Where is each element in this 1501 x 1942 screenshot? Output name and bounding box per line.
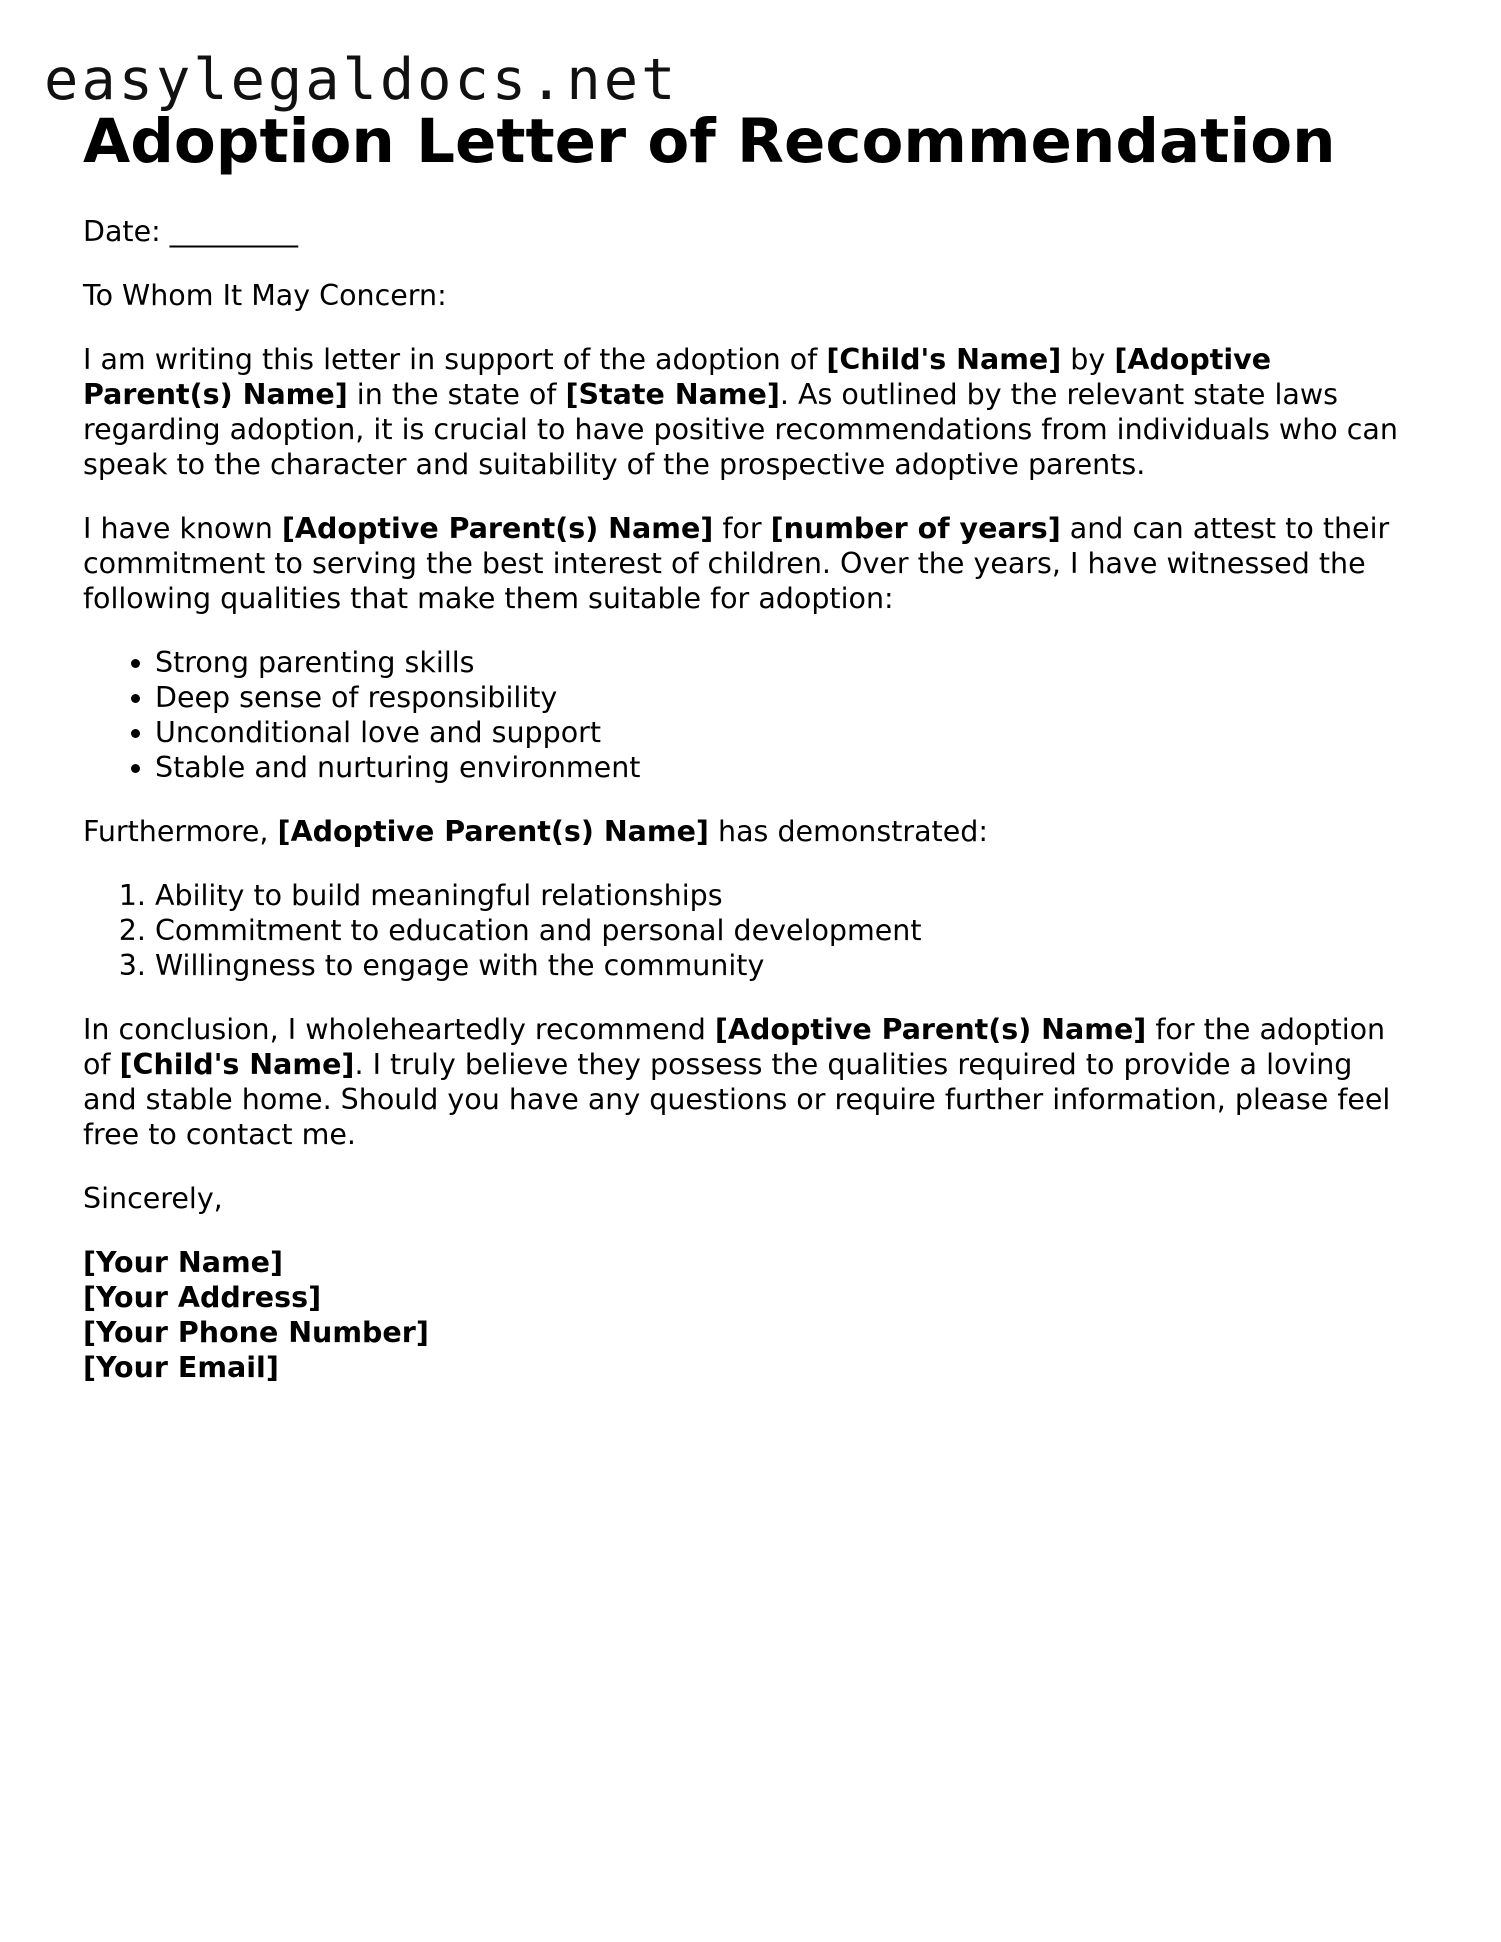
intro-text-2: by <box>1061 343 1115 376</box>
page-title: Adoption Letter of Recommendation <box>83 106 1336 177</box>
relationship-paragraph <box>83 511 1413 616</box>
intro-text-1: I am writing this letter in support of the adoption of <box>83 343 827 376</box>
letter-document <box>83 106 1413 1385</box>
your-email-placeholder: [Your Email] <box>83 1351 279 1384</box>
relationship-text-2: for <box>713 512 771 545</box>
intro-paragraph <box>83 342 1413 482</box>
signature-block <box>83 1245 1413 1385</box>
child-name-placeholder: [Child's Name] <box>826 343 1062 376</box>
list-item: • Stable and nurturing environment <box>155 750 1413 785</box>
conclusion-text-2: for the adoption of <box>83 1013 1386 1081</box>
state-name-placeholder: [State Name] <box>565 378 780 411</box>
your-phone-placeholder: [Your Phone Number] <box>83 1316 429 1349</box>
intro-text-4: . As outlined by the relevant state laws regarding adoption, it is crucial to have positive recommendations from individuals who can speak to the character and suitability of the prospective adoptive parents. <box>83 378 1398 481</box>
your-address-placeholder: [Your Address] <box>83 1281 322 1314</box>
conclusion-text-1: In conclusion, I wholeheartedly recommend <box>83 1013 715 1046</box>
parent-name-placeholder: [Adoptive Parent(s) Name] <box>83 343 1272 411</box>
years-placeholder: [number of years] <box>770 512 1061 545</box>
list-item: • Unconditional love and support <box>155 715 1413 750</box>
list-item: 3. Willingness to engage with the community <box>155 948 1413 983</box>
qualities-list <box>83 645 1413 785</box>
child-name-placeholder: [Child's Name] <box>119 1048 355 1081</box>
salutation: To Whom It May Concern: <box>83 279 447 312</box>
conclusion-paragraph <box>83 1012 1413 1152</box>
furthermore-text-2: has demonstrated: <box>708 815 988 848</box>
intro-text-3: in the state of <box>347 378 566 411</box>
site-watermark: easylegaldocs.net <box>44 47 679 113</box>
list-item: • Deep sense of responsibility <box>155 680 1413 715</box>
date-line: Date: _________ <box>83 215 299 248</box>
list-item: 2. Commitment to education and personal development <box>155 913 1413 948</box>
closing: Sincerely, <box>83 1182 223 1215</box>
relationship-text-3: and can attest to their commitment to serving the best interest of children. Over the years, I have witnessed the following qualities that make them suitable for adoption: <box>83 512 1390 615</box>
list-item: 1. Ability to build meaningful relationships <box>155 878 1413 913</box>
furthermore-text-1: Furthermore, <box>83 815 278 848</box>
your-name-placeholder: [Your Name] <box>83 1246 284 1279</box>
relationship-text-1: I have known <box>83 512 282 545</box>
demonstrated-list <box>83 878 1413 983</box>
parent-name-placeholder: [Adoptive Parent(s) Name] <box>277 815 709 848</box>
furthermore-paragraph <box>83 814 1413 849</box>
parent-name-placeholder: [Adoptive Parent(s) Name] <box>281 512 714 545</box>
parent-name-placeholder: [Adoptive Parent(s) Name] <box>714 1013 1147 1046</box>
list-item: • Strong parenting skills <box>155 645 1413 680</box>
conclusion-text-3: . I truly believe they possess the qualities required to provide a loving and stable home. Should you have any questions or require further information, please feel free to contact me. <box>83 1048 1391 1151</box>
